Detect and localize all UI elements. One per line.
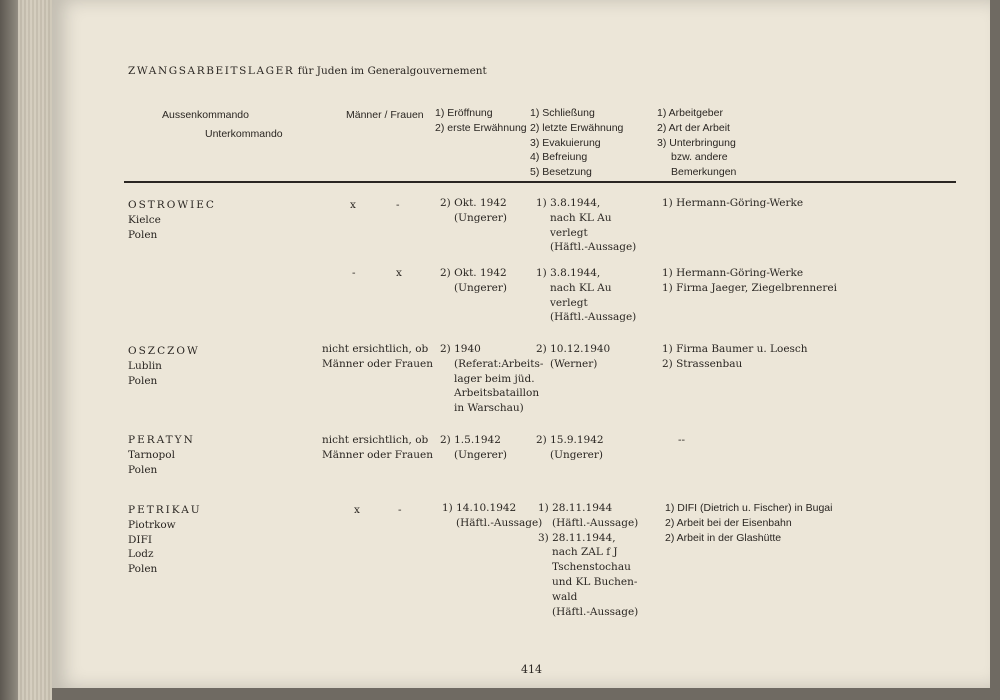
opened-info: 2) Okt. 1942 (Ungerer) <box>440 267 507 294</box>
page-edges <box>18 0 52 700</box>
header-maenner-frauen: Männer / Frauen <box>346 109 424 121</box>
closed-info: 2) 15.9.1942 (Ungerer) <box>536 434 604 461</box>
men-women-info: nicht ersichtlich, ob Männer oder Frauen <box>322 343 434 370</box>
men-women-info: nicht ersichtlich, ob Männer oder Frauen <box>322 434 434 461</box>
men-mark: x <box>350 199 356 211</box>
header-eroeffnung: 1) Eröffnung 2) erste Erwähnung <box>435 107 527 134</box>
notes-info: 1) Hermann-Göring-Werke <box>662 197 804 209</box>
camp-peratyn: PERATYN Tarnopol Polen <box>128 434 195 476</box>
notes-info: 1) DIFI (Dietrich u. Fischer) in Bugai 2) Arbeit bei der Eisenbahn 2) Arbeit in der Glashütte <box>665 502 833 544</box>
page-number: 414 <box>521 663 542 676</box>
camp-ostrowiec: OSTROWIEC Kielce Polen <box>128 199 216 241</box>
closed-info: 2) 10.12.1940 (Werner) <box>536 343 611 370</box>
closed-info: 1) 28.11.1944 (Häftl.-Aussage) 3) 28.11.1944, nach ZAL f J Tschenstochau und KL Buchen- wald (Häftl.-Aussage) <box>538 502 639 618</box>
women-mark: - <box>396 199 400 211</box>
men-mark: x <box>354 504 360 516</box>
opened-info: 2) Okt. 1942 (Ungerer) <box>440 197 507 224</box>
men-mark: - <box>352 267 356 279</box>
header-unterkommando: Unterkommando <box>205 128 283 140</box>
notes-info: 1) Firma Baumer u. Loesch 2) Strassenbau <box>662 343 808 370</box>
header-arbeitgeber: 1) Arbeitgeber 2) Art der Arbeit 3) Unterbringung bzw. andere Bemerkungen <box>657 107 737 179</box>
camp-oszczow: OSZCZOW Lublin Polen <box>128 345 200 387</box>
closed-info: 1) 3.8.1944, nach KL Au verlegt (Häftl.-Aussage) <box>536 267 637 324</box>
camp-petrikau: PETRIKAU Piotrkow DIFI Lodz Polen <box>128 504 202 576</box>
page-title: ZWANGSARBEITSLAGER für Juden im Generalgouvernement <box>128 65 487 77</box>
opened-info: 2) 1.5.1942 (Ungerer) <box>440 434 507 461</box>
closed-info: 1) 3.8.1944, nach KL Au verlegt (Häftl.-Aussage) <box>536 197 637 254</box>
women-mark: x <box>396 267 402 279</box>
opened-info: 1) 14.10.1942 (Häftl.-Aussage) <box>442 502 543 529</box>
header-aussenkommando: Aussenkommando <box>162 109 249 121</box>
notes-info: -- <box>678 434 686 446</box>
women-mark: - <box>398 504 402 516</box>
header-schliessung: 1) Schließung 2) letzte Erwähnung 3) Evakuierung 4) Befreiung 5) Besetzung <box>530 107 624 179</box>
notes-info: 1) Hermann-Göring-Werke 1) Firma Jaeger, Ziegelbrennerei <box>662 267 837 294</box>
header-rule <box>124 181 956 183</box>
opened-info: 2) 1940 (Referat:Arbeits- lager beim jüd. Arbeitsbataillon in Warschau) <box>440 343 544 415</box>
